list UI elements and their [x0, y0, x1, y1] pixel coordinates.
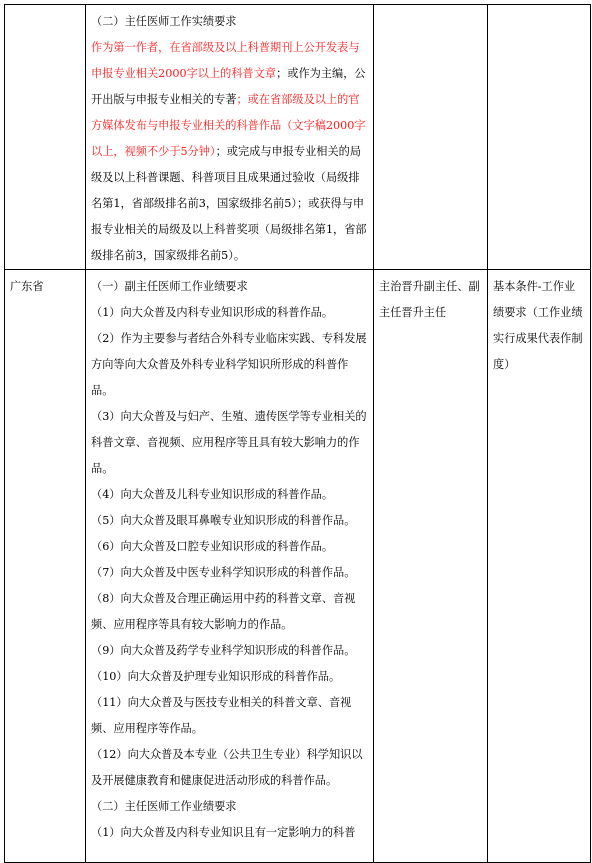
requirements-cell — [86, 270, 374, 863]
requirement-item: （1）向大众普及内科专业知识形成的科普作品。 — [91, 306, 334, 319]
requirement-item: （2）作为主要参与者结合外科专业临床实践、专科发展方向等向大众普及外科专业科学知识所形成的科普作品。 — [91, 332, 367, 397]
province-cell — [5, 5, 86, 270]
requirement-heading: （二）主任医师工作实绩要求 — [91, 15, 237, 28]
province-cell — [5, 270, 86, 863]
promotion-level-text: 主治晋升副主任、副主任晋升主任 — [379, 280, 480, 319]
requirement-text: ；或作为主编，公开出版与申报专业相关的专著 — [91, 67, 366, 106]
requirement-item: （11）向大众普及与医技专业相关的科普文章、音视频、应用程序等作品。 — [91, 696, 352, 735]
requirement-item: （7）向大众普及中医专业科学知识形成的科普作品。 — [91, 566, 356, 579]
table-row — [5, 270, 591, 863]
requirement-text: ；或完成与申报专业相关的局级及以上科普课题、科普项目且成果通过验收（局级排名第1，省部级排名前3，国家级排名前5）；或获得与申报专业相关的局级及以上科普奖项（局级排名第1，省部级排名前3，国家级排名前5）。 — [91, 145, 367, 262]
level-cell — [374, 270, 488, 863]
requirement-item: （4）向大众普及儿科专业知识形成的科普作品。 — [91, 488, 334, 501]
requirement-item: （10）向大众普及护理专业知识形成的科普作品。 — [91, 670, 341, 683]
requirement-item: （5）向大众普及眼耳鼻喉专业知识形成的科普作品。 — [91, 514, 356, 527]
requirement-text-red: ；或在省部级及以上的官方媒体发布与申报专业相关的科普作品（文字稿2000字以上，视频不少于5分钟） — [91, 93, 366, 158]
requirements-table — [4, 4, 591, 863]
requirements-cell — [86, 5, 374, 270]
requirement-item: （12）向大众普及本专业（公共卫生专业）科学知识以及开展健康教育和健康促进活动形成的科普作品。 — [91, 748, 363, 787]
requirement-item: （9）向大众普及药学专业科学知识形成的科普作品。 — [91, 644, 356, 657]
table-row — [5, 5, 591, 270]
province-name: 广东省 — [10, 280, 44, 293]
requirements-text — [91, 9, 368, 269]
requirement-item: （6）向大众普及口腔专业知识形成的科普作品。 — [91, 540, 334, 553]
requirement-item: （8）向大众普及合理正确运用中药的科普文章、音视频、应用程序等具有较大影响力的作品。 — [91, 592, 356, 631]
requirement-heading: （一）副主任医师工作业绩要求 — [91, 280, 248, 293]
level-cell — [374, 5, 488, 270]
category-text: 基本条件-工作业绩要求（工作业绩实行成果代表作制度） — [493, 280, 583, 371]
requirement-heading: （二）主任医师工作业绩要求 — [91, 800, 237, 813]
requirement-item: （1）向大众普及内科专业知识且有一定影响力的科普 — [91, 826, 356, 839]
category-cell — [488, 5, 591, 270]
category-cell — [488, 270, 591, 863]
requirement-item: （3）向大众普及与妇产、生殖、遗传医学等专业相关的科普文章、音视频、应用程序等且具有较大影响力的作品。 — [91, 410, 367, 475]
requirement-text-red: 作为第一作者，在省部级及以上科普期刊上公开发表与申报专业相关2000字以上的科普文章 — [91, 41, 360, 80]
